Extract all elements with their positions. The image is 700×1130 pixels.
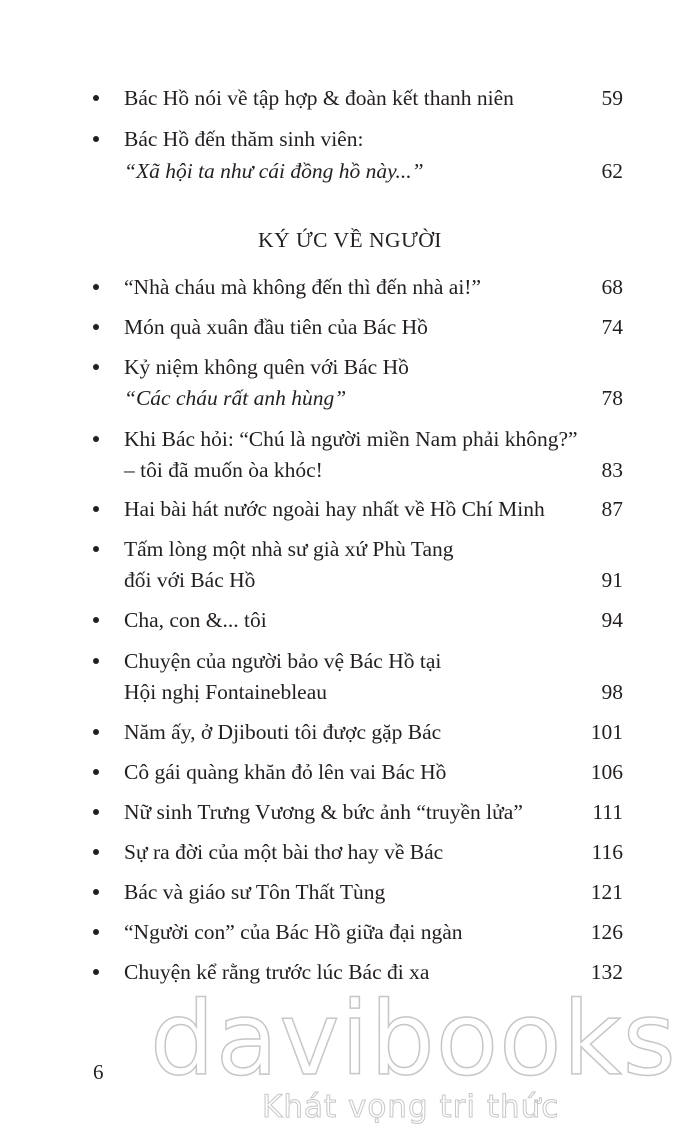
bullet-icon [93, 849, 99, 855]
watermark-brand: davibooks [150, 980, 677, 1099]
toc-page-number: 126 [590, 920, 623, 944]
toc-entry-subtitle: “Xã hội ta như cái đồng hồ này...” [124, 159, 424, 183]
toc-entry-subtitle: Hội nghị Fontainebleau [124, 680, 328, 704]
toc-entry-subtitle: – tôi đã muốn òa khóc! [124, 458, 323, 482]
toc-page-number: 101 [590, 720, 623, 744]
toc-entry-title: Bác Hồ nói về tập hợp & đoàn kết thanh niên [124, 86, 514, 110]
toc-entry-subtitle: đối với Bác Hồ [124, 568, 256, 592]
bullet-icon [93, 969, 99, 975]
bullet-icon [93, 617, 99, 623]
toc-page-number: 59 [601, 86, 623, 110]
toc-entry-title: Cô gái quàng khăn đỏ lên vai Bác Hồ [124, 760, 447, 784]
toc-entry-title: Kỷ niệm không quên với Bác Hồ [124, 355, 409, 379]
toc-page-number: 87 [601, 497, 623, 521]
toc-entry-title: Khi Bác hỏi: “Chú là người miền Nam phải không?” [124, 427, 578, 451]
toc-entry-title: Bác và giáo sư Tôn Thất Tùng [124, 880, 386, 904]
bullet-icon [93, 658, 99, 664]
toc-entry-title: Cha, con &... tôi [124, 608, 267, 632]
toc-entry-title: “Người con” của Bác Hồ giữa đại ngàn [124, 920, 463, 944]
toc-page-number: 132 [590, 960, 623, 984]
toc-page-number: 94 [601, 608, 623, 632]
toc-entry-title: Chuyện của người bảo vệ Bác Hồ tại [124, 649, 442, 673]
bullet-icon [93, 436, 99, 442]
toc-entry-title: Hai bài hát nước ngoài hay nhất về Hồ Chí Minh [124, 497, 545, 521]
toc-page-number: 78 [601, 386, 623, 410]
page-number: 6 [93, 1060, 104, 1084]
section-heading: KÝ ỨC VỀ NGƯỜI [258, 228, 442, 252]
toc-entry-title: Năm ấy, ở Djibouti tôi được gặp Bác [124, 720, 442, 744]
toc-page-number: 91 [601, 568, 623, 592]
toc-entry-title: Nữ sinh Trưng Vương & bức ảnh “truyền lửa” [124, 800, 523, 824]
bullet-icon [93, 136, 99, 142]
toc-entry-subtitle: “Các cháu rất anh hùng” [124, 386, 347, 410]
bullet-icon [93, 889, 99, 895]
toc-page-number: 106 [590, 760, 623, 784]
watermark-tagline: Khát vọng tri thức [262, 1089, 560, 1125]
toc-page-number: 121 [590, 880, 623, 904]
toc-entry-title: Món quà xuân đầu tiên của Bác Hồ [124, 315, 428, 339]
toc-page-number: 111 [592, 800, 623, 824]
toc-page-number: 116 [591, 840, 623, 864]
toc-entry-title: Sự ra đời của một bài thơ hay về Bác [124, 840, 444, 864]
toc-page-number: 74 [601, 315, 623, 339]
toc-page-number: 98 [601, 680, 623, 704]
toc-entry-title: Bác Hồ đến thăm sinh viên: [124, 127, 364, 151]
bullet-icon [93, 546, 99, 552]
bullet-icon [93, 809, 99, 815]
toc-page-number: 62 [601, 159, 623, 183]
toc-entry-title: Tấm lòng một nhà sư già xứ Phù Tang [124, 537, 454, 561]
bullet-icon [93, 729, 99, 735]
bullet-icon [93, 324, 99, 330]
bullet-icon [93, 929, 99, 935]
bullet-icon [93, 95, 99, 101]
bullet-icon [93, 769, 99, 775]
bullet-icon [93, 364, 99, 370]
bullet-icon [93, 506, 99, 512]
toc-page-number: 83 [601, 458, 623, 482]
toc-entry-title: “Nhà cháu mà không đến thì đến nhà ai!” [124, 275, 482, 299]
toc-page-number: 68 [601, 275, 623, 299]
toc-entry-title: Chuyện kể rằng trước lúc Bác đi xa [124, 960, 430, 984]
bullet-icon [93, 284, 99, 290]
